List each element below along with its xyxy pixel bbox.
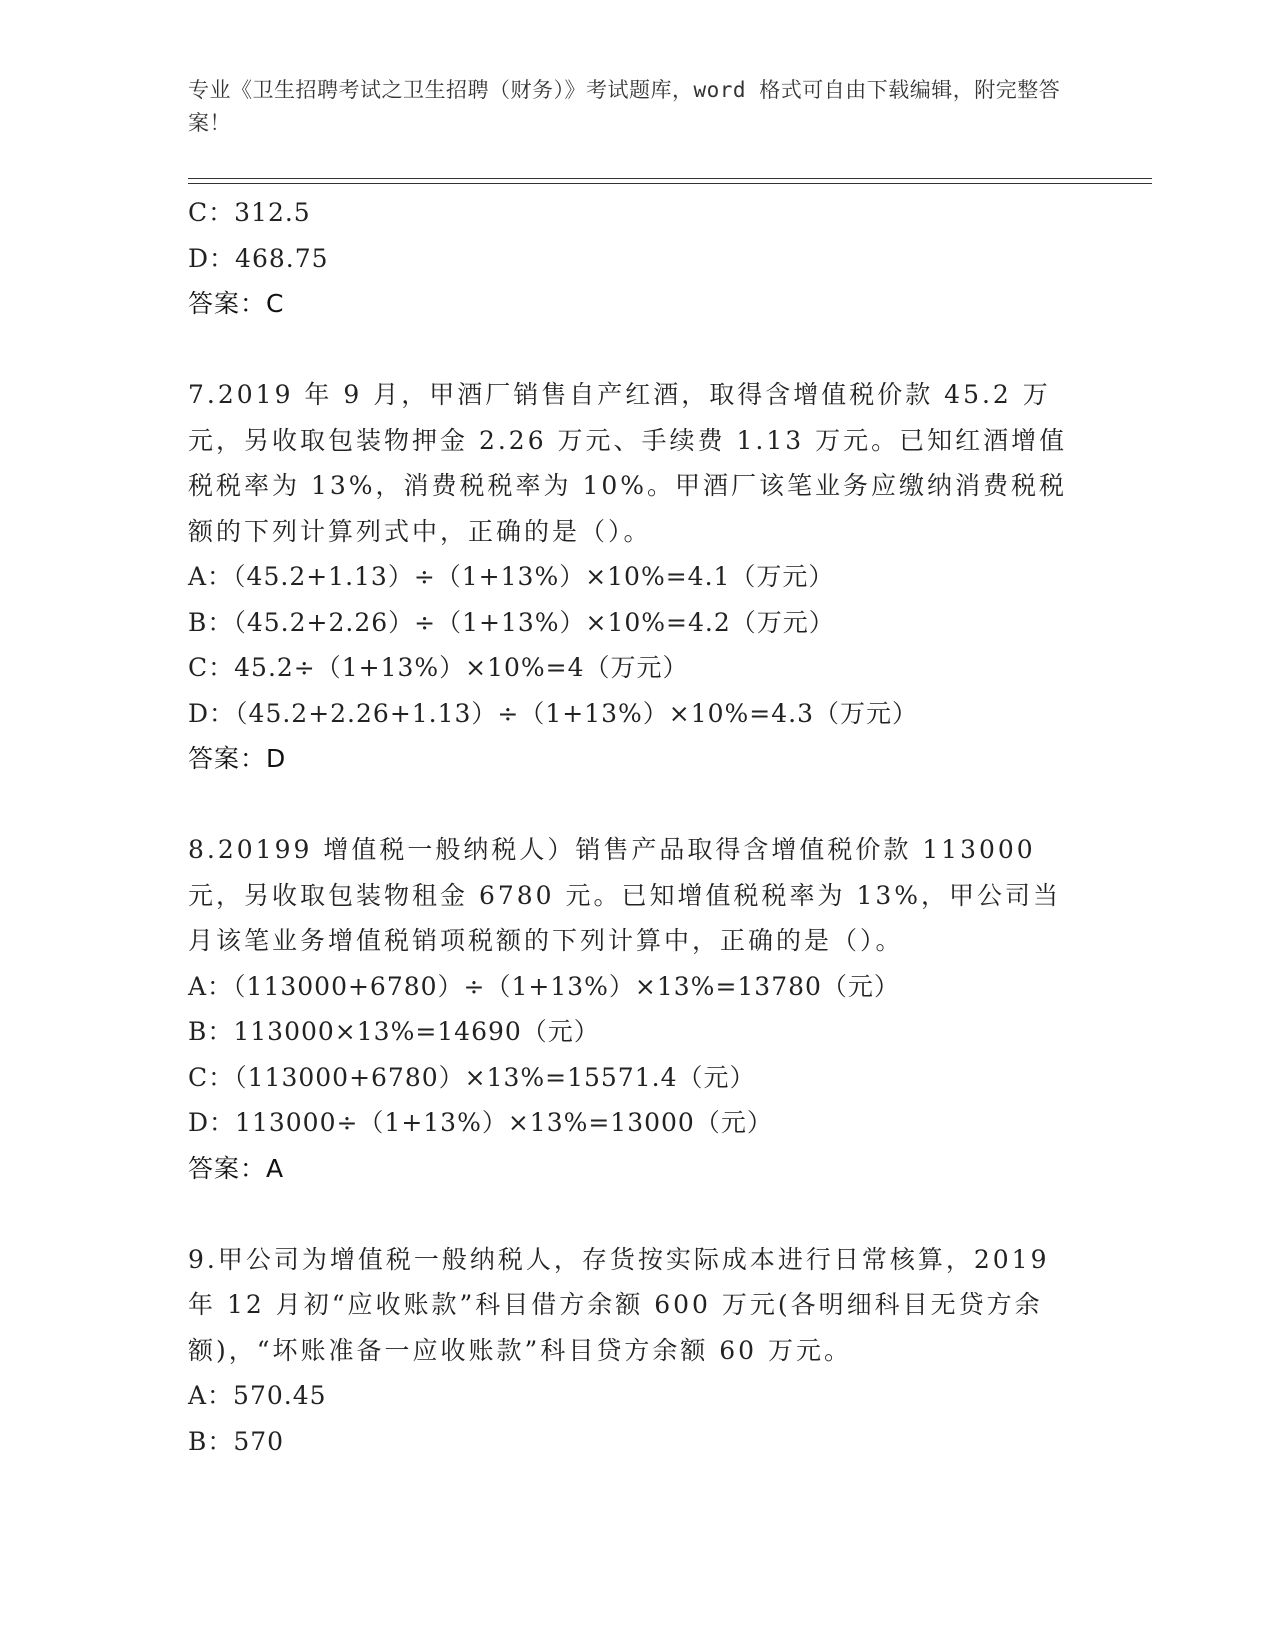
question-8-option-a: A：（113000+6780）÷（1+13%）×13%=13780（元） <box>188 971 900 1001</box>
question-8-stem: 8.20199 增值税一般纳税人）销售产品取得含增值税价款 113000 元，另收取包装物租金 6780 元。已知增值税税率为 13%，甲公司当月该笔业务增值税销项税额的下列计算中，正确的是（）。 <box>188 835 1062 955</box>
question-9-option-b: B：570 <box>188 1426 285 1456</box>
answer-line: 答案：C <box>188 289 285 318</box>
question-9-stem: 9.甲公司为增值税一般纳税人，存货按实际成本进行日常核算，2019 年 12 月初“应收账款”科目借方余额 600 万元(各明细科目无贷方余额)，“坏账准备一应收账款”科目贷方余额 60 万元。 <box>188 1244 1050 1365</box>
question-7-stem: 7.2019 年 9 月，甲酒厂销售自产红酒，取得含增值税价款 45.2 万元，另收取包装物押金 2.26 万元、手续费 1.13 万元。已知红酒增值税税率为 13%，消费税税率为 10%。甲酒厂该笔业务应缴纳消费税税额的下列计算列式中，正确的是（）。 <box>188 380 1068 546</box>
question-7-option-a: A：（45.2+1.13）÷（1+13%）×10%=4.1（万元） <box>188 562 835 591</box>
question-9-option-a: A：570.45 <box>188 1381 327 1410</box>
header-divider-thin <box>188 183 1152 184</box>
question-7-option-d: D：（45.2+2.26+1.13）÷（1+13%）×10%=4.3（万元） <box>188 698 919 728</box>
option-d: D：468.75 <box>188 243 329 273</box>
question-8-option-b: B：113000×13%=14690（元） <box>188 1017 600 1046</box>
question-8-answer: 答案：A <box>188 1153 285 1183</box>
question-8-option-c: C：（113000+6780）×13%=15571.4（元） <box>188 1062 756 1092</box>
question-7-option-c: C：45.2÷（1+13%）×10%=4（万元） <box>188 653 689 682</box>
question-8-option-d: D：113000÷（1+13%）×13%=13000（元） <box>188 1108 773 1137</box>
document-body <box>188 190 1088 1464</box>
document-header: 专业《卫生招聘考试之卫生招聘（财务）》考试题库，word 格式可自由下载编辑，附完整答案！ <box>188 78 1061 135</box>
option-c: C：312.5 <box>188 198 311 227</box>
question-7-answer: 答案：D <box>188 744 287 773</box>
header-divider <box>188 178 1152 179</box>
question-7-option-b: B：（45.2+2.26）÷（1+13%）×10%=4.2（万元） <box>188 607 835 637</box>
